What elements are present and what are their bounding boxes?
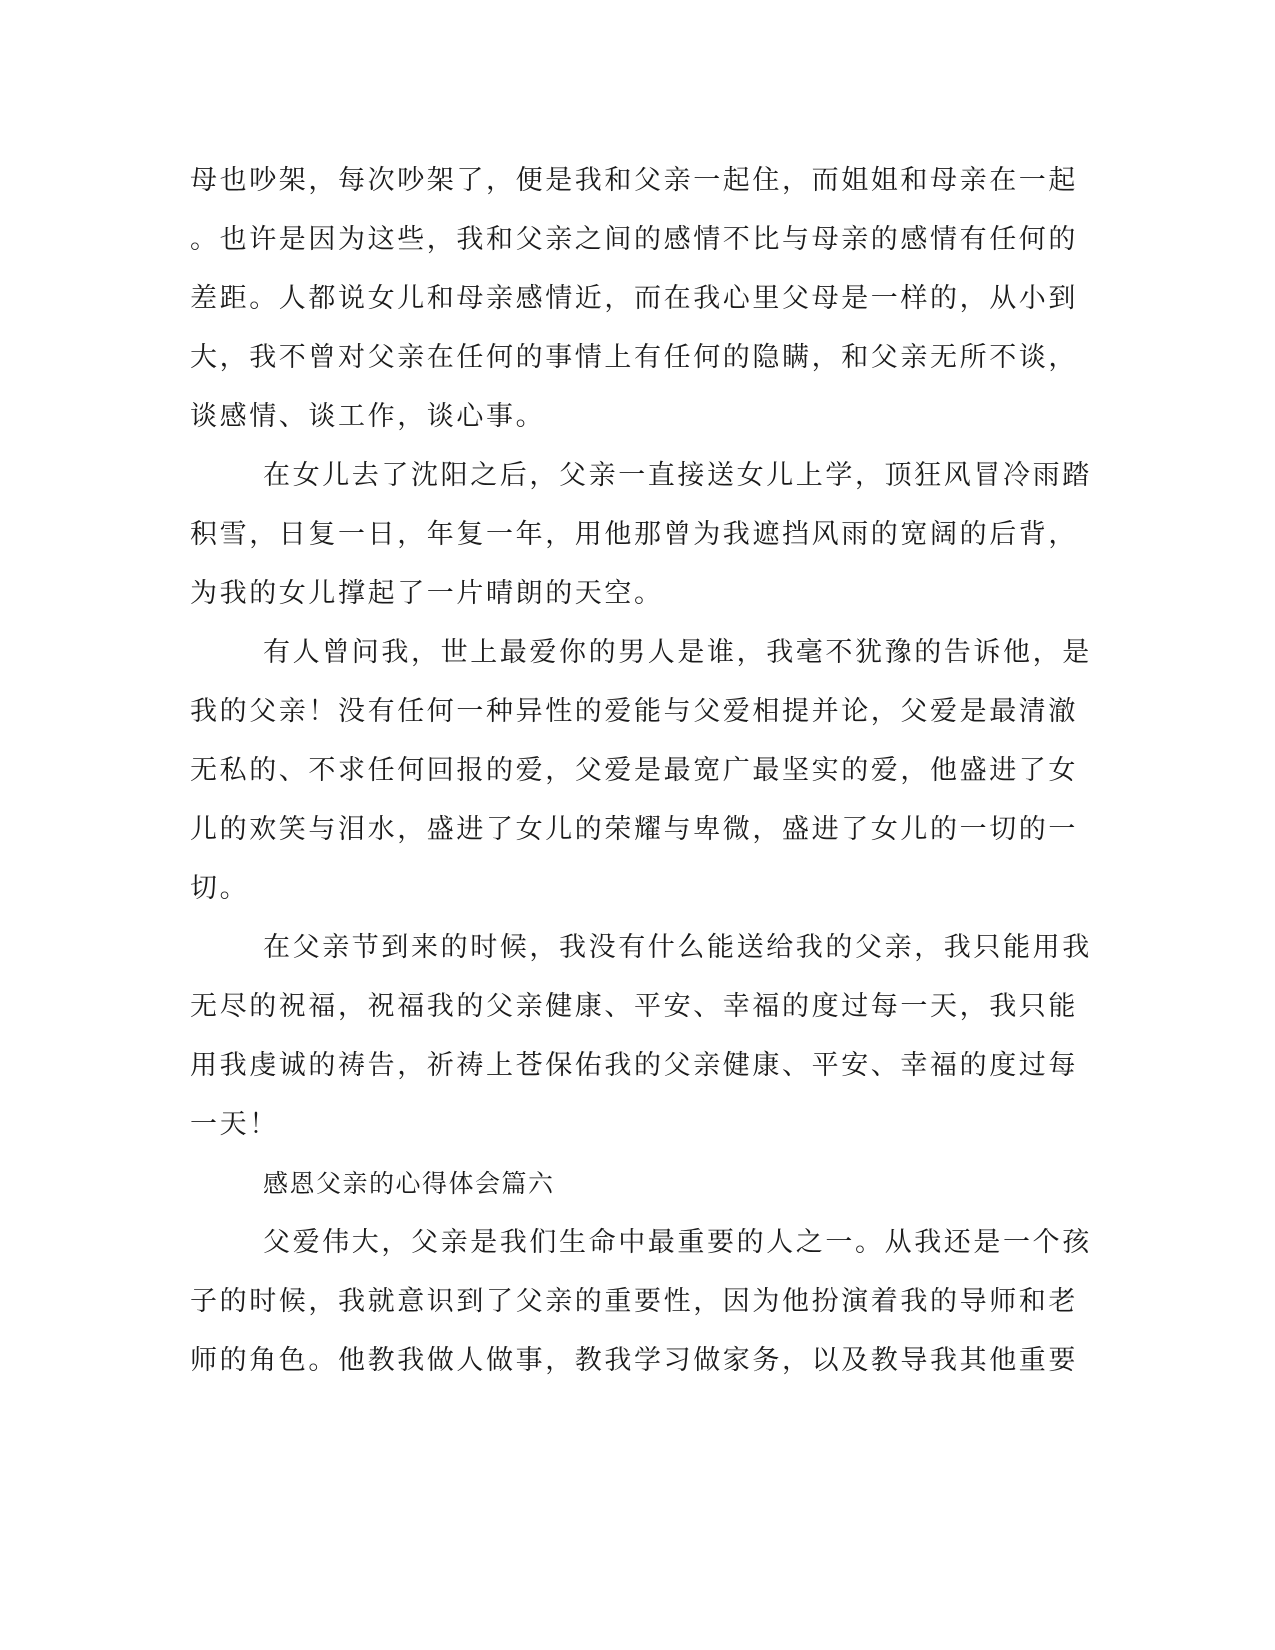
paragraph-first-line: 有人曾问我，世上最爱你的男人是谁，我毫不犹豫的告诉他，是 (263, 637, 1092, 668)
text-line: 无尽的祝福，祝福我的父亲健康、平安、幸福的度过每一天，我只能 (190, 991, 1078, 1022)
text-line: 一天！ (190, 1109, 279, 1140)
text-line: 切。 (190, 873, 250, 904)
paragraph-first-line: 在女儿去了沈阳之后，父亲一直接送女儿上学，顶狂风冒冷雨踏 (263, 460, 1092, 491)
text-line: 用我虔诚的祷告，祈祷上苍保佑我的父亲健康、平安、幸福的度过每 (190, 1050, 1078, 1081)
section-heading: 感恩父亲的心得体会篇六 (263, 1169, 555, 1198)
text-line: 谈感情、谈工作，谈心事。 (190, 401, 546, 432)
text-line: 母也吵架，每次吵架了，便是我和父亲一起住，而姐姐和母亲在一起 (190, 165, 1078, 196)
text-line: 为我的女儿撑起了一片晴朗的天空。 (190, 578, 664, 609)
paragraph-first-line: 在父亲节到来的时候，我没有什么能送给我的父亲，我只能用我 (263, 932, 1092, 963)
text-line: 大，我不曾对父亲在任何的事情上有任何的隐瞒，和父亲无所不谈， (190, 342, 1078, 373)
text-line: 我的父亲！没有任何一种异性的爱能与父爱相提并论，父爱是最清澈 (190, 696, 1078, 727)
text-line: 。也许是因为这些，我和父亲之间的感情不比与母亲的感情有任何的 (190, 224, 1078, 255)
paragraph-first-line: 父爱伟大，父亲是我们生命中最重要的人之一。从我还是一个孩 (263, 1227, 1092, 1258)
text-line: 积雪，日复一日，年复一年，用他那曾为我遮挡风雨的宽阔的后背， (190, 519, 1078, 550)
text-line: 儿的欢笑与泪水，盛进了女儿的荣耀与卑微，盛进了女儿的一切的一 (190, 814, 1078, 845)
text-line: 师的角色。他教我做人做事，教我学习做家务，以及教导我其他重要 (190, 1345, 1078, 1376)
text-line: 差距。人都说女儿和母亲感情近，而在我心里父母是一样的，从小到 (190, 283, 1078, 314)
text-line: 子的时候，我就意识到了父亲的重要性，因为他扮演着我的导师和老 (190, 1286, 1078, 1317)
text-line: 无私的、不求任何回报的爱，父爱是最宽广最坚实的爱，他盛进了女 (190, 755, 1078, 786)
